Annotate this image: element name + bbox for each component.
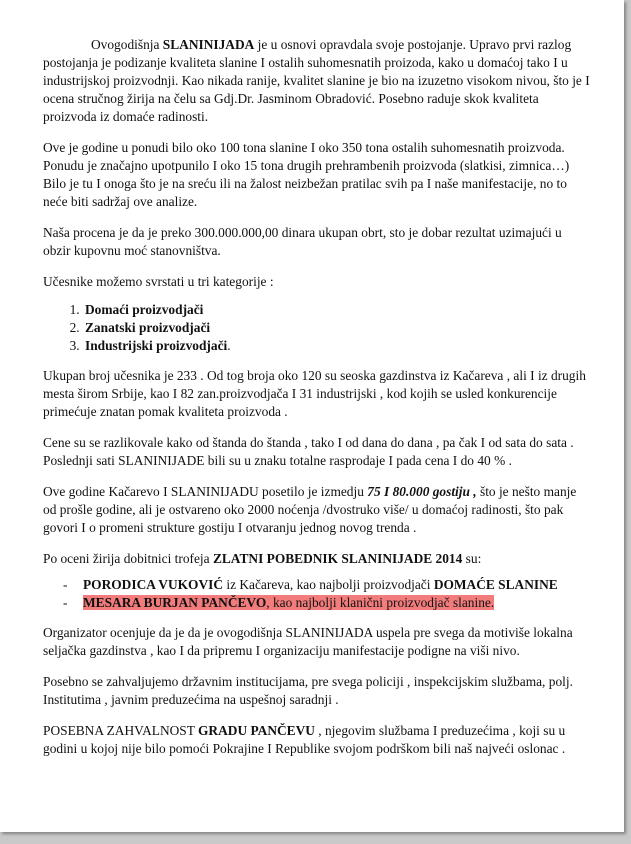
jury-paragraph: Po oceni žirija dobitnici trofeja ZLATNI POBEDNIK SLANINIJADE 2014 su:	[43, 551, 482, 566]
intro-paragraph: Ovogodišnja SLANINIJADA je u osnovi opravdala svoje postojanje. Upravo prvi razlog postojanja je podizanje kvaliteta slanine I ostalih suhomesnatih proizoda, kako u domaćoj tako I u industrijskoj proizvodnji. Kao nikada ranije, kvalitet slanine je bio na izuzetno visokom nivou, što je I ocena stručnog žirija na čelu sa Gdj.Dr. Jasminom Obradović. Posebno raduje skok kvaliteta proizvoda iz domaće radinosti.	[43, 37, 590, 124]
categories-intro: Učesnike možemo svrstati u tri kategorije :	[43, 274, 274, 289]
visitor-count: 75 I 80.000 gostiju ,	[367, 484, 477, 499]
winner-name: PORODICA VUKOVIĆ	[83, 577, 223, 592]
special-thanks-paragraph: POSEBNA ZAHVALNOST GRADU PANČEVU , njegovim službama I preduzećima , koji su u godini u kojoj nije bilo pomoći Pokrajine I Republike svojom podrškom bili naš najveći oslonac .	[43, 723, 566, 756]
category-item: 2. Zanatski proizvodjači	[83, 319, 591, 337]
winner-item: - PORODICA VUKOVIĆ iz Kačareva, kao najbolji proizvodjači DOMAĆE SLANINE	[63, 577, 558, 592]
trophy-name: ZLATNI POBEDNIK SLANINIJADE 2014	[212, 551, 463, 566]
highlighted-winner: MESARA BURJAN PANČEVO, kao najbolji klanični proizvodjač slanine.	[83, 595, 495, 610]
winner-name: MESARA BURJAN PANČEVO	[83, 595, 267, 610]
category-item: 1. Domaći proizvodjači	[83, 301, 591, 319]
winners-list	[43, 576, 591, 612]
participants-paragraph: Ukupan broj učesnika je 233 . Od tog broja oko 120 su seoska gazdinstva iz Kačareva , ali I iz drugih mesta širom Srbije, kao I 82 zan.proizvodjača I 31 industrijski , kod kojih se usled konkurencije primećuje znatan pomak kvaliteta proizvoda .	[43, 368, 586, 419]
visitors-paragraph: Ove godine Kačarevo I SLANINIJADU posetilo je izmedju 75 I 80.000 gostiju , što je nešto manje od prošle godine, ali je ostvareno oko 2000 noćenja /dvostruko više/ u domaćoj radinosti, što pak govori I o promeni strukture gostiju I otvaranju jednog novog trenda .	[43, 484, 577, 535]
prices-paragraph: Cene su se razlikovale kako od štanda do štanda , tako I od dana do dana , pa čak I od sata do sata . Poslednji sati SLANINIJADE bili su u znaku totalne rasprodaje I pada cena I do 40 % .	[43, 435, 574, 468]
thanks-paragraph: Posebno se zahvaljujemo državnim institucijama, pre svega policiji , inspekcijskim službama, polj. Institutima , javnim preduzećima na uspešnoj saradnji .	[43, 674, 573, 707]
event-name: SLANINIJADA	[162, 37, 255, 52]
document-body	[43, 36, 591, 771]
organizer-paragraph: Organizator ocenjuje da je da je ovogodišnja SLANINIJADA uspela pre svega da motiviše lokalna seljačka gazdinstva , kao I da pripremu I organizaciju manifestacije podigne na viši nivo.	[43, 625, 573, 658]
city-name: GRADU PANČEVU	[198, 723, 315, 738]
category-item: 3. Industrijski proizvodjači.	[83, 337, 591, 355]
offer-paragraph: Ove je godine u ponudi bilo oko 100 tona slanine I oko 350 tona ostalih suhomesnatih proizvoda. Ponudu je značajno upotpunilo I oko 15 tona drugih prehrambenih proizvoda (slatkisi, zimnica…) Bilo je tu I onoga što je na sreću ili na žalost neizbežan pratilac svih pa I naše manifestacije, no to neće biti sadržaj ove analize.	[43, 140, 570, 209]
turnover-paragraph: Naša procena je da je preko 300.000.000,00 dinara ukupan obrt, sto je dobar rezultat uzimajući u obzir kupovnu moć stanovništva.	[43, 225, 562, 258]
categories-list	[43, 301, 591, 355]
winner-item: - MESARA BURJAN PANČEVO, kao najbolji klanični proizvodjač slanine.	[63, 595, 495, 610]
